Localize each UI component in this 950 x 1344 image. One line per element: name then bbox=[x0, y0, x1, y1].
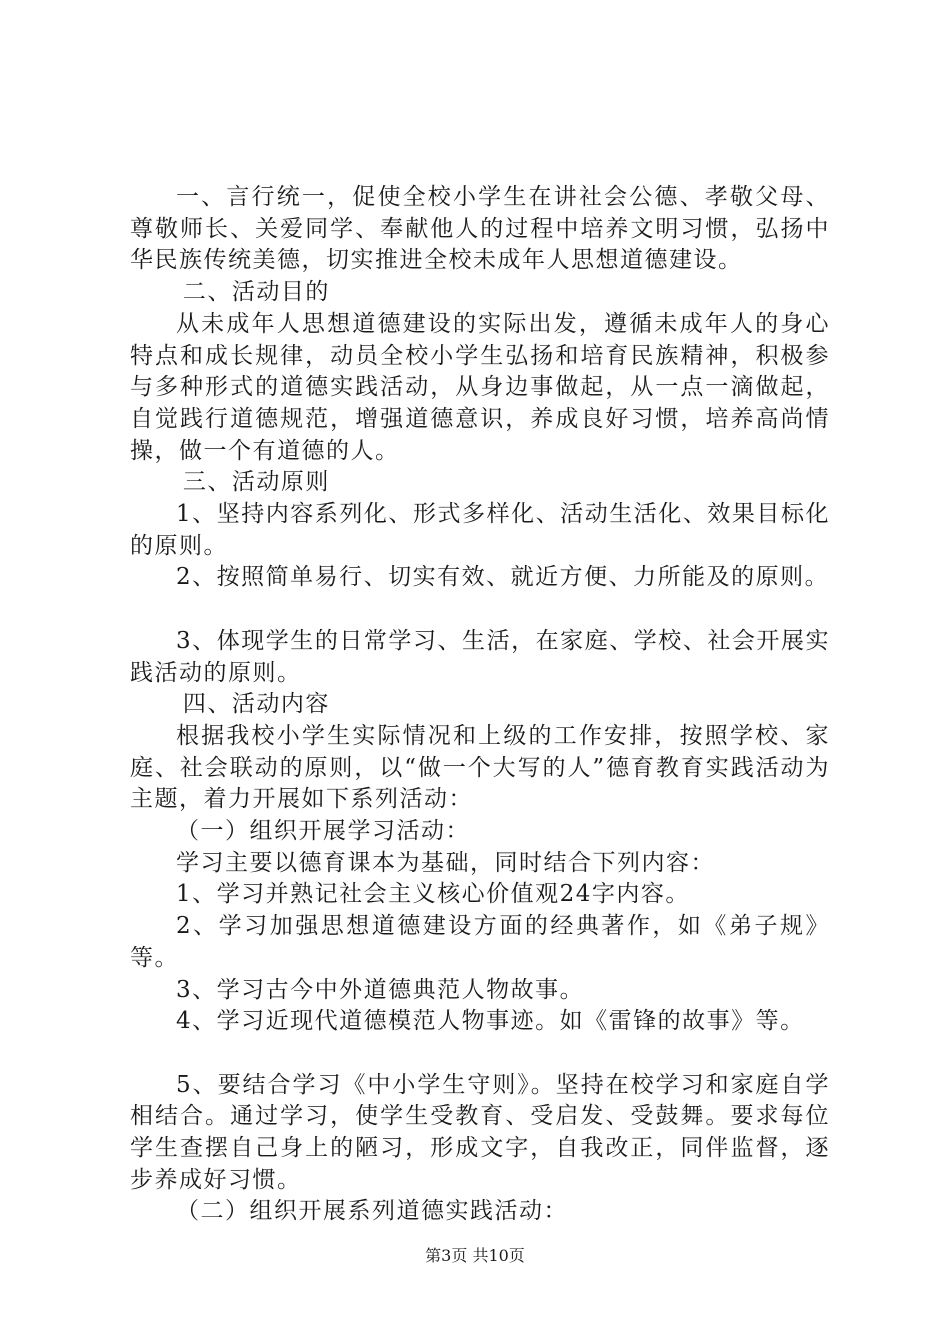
paragraph-learning-item-5: 5、要结合学习《中小学生守则》。坚持在校学习和家庭自学相结合。通过学习，使学生受教育、受启发、受鼓舞。要求每位学生查摆自己身上的陋习，形成文字，自我改正，同伴监督，逐步养成好习惯。 bbox=[130, 1071, 830, 1193]
heading-activity-goal: 二、活动目的 bbox=[182, 279, 330, 306]
paragraph-activity-content: 根据我校小学生实际情况和上级的工作安排，按照学校、家庭、社会联动的原则，以“做一个大写的人”德育教育实践活动为主题，着力开展如下系列活动： bbox=[130, 722, 830, 813]
document-body bbox=[130, 182, 830, 1228]
heading-activity-principles: 三、活动原则 bbox=[182, 469, 330, 496]
paragraph-principle-item-3: 3、体现学生的日常学习、生活，在家庭、学校、社会开展实践活动的原则。 bbox=[130, 627, 830, 686]
paragraph-principle-item-2: 2、按照简单易行、切实有效、就近方便、力所能及的原则。 bbox=[176, 564, 830, 591]
paragraph-activity-goal: 从未成年人思想道德建设的实际出发，遵循未成年人的身心特点和成长规律，动员全校小学生弘扬和培育民族精神，积极参与多种形式的道德实践活动，从身边事做起，从一点一滴做起，自觉践行道德规范，增强道德意识，养成良好习惯，培养高尚情操，做一个有道德的人。 bbox=[130, 310, 830, 464]
paragraph-learning-basis: 学习主要以德育课本为基础，同时结合下列内容： bbox=[176, 849, 715, 876]
paragraph-learning-item-2: 2、学习加强思想道德建设方面的经典著作，如《弟子规》等。 bbox=[130, 913, 830, 971]
page-number-footer: 第3页 共10页 bbox=[425, 1246, 525, 1265]
paragraph-learning-item-4: 4、学习近现代道德模范人物事迹。如《雷锋的故事》等。 bbox=[176, 1008, 805, 1035]
heading-activity-content: 四、活动内容 bbox=[182, 691, 330, 718]
subheading-practice-activities: （二）组织开展系列道德实践活动： bbox=[176, 1198, 568, 1225]
paragraph-principle-item-1: 1、坚持内容系列化、形式多样化、活动生活化、效果目标化的原则。 bbox=[130, 501, 830, 559]
paragraph-learning-item-3: 3、学习古今中外道德典范人物故事。 bbox=[176, 976, 585, 1003]
subheading-learning-activities: （一）组织开展学习活动： bbox=[176, 818, 470, 845]
paragraph-principle-1: 一、言行统一，促使全校小学生在讲社会公德、孝敬父母、尊敬师长、关爱同学、奉献他人的过程中培养文明习惯，弘扬中华民族传统美德，切实推进全校未成年人思想道德建设。 bbox=[130, 184, 830, 274]
paragraph-learning-item-1: 1、学习并熟记社会主义核心价值观24字内容。 bbox=[176, 881, 690, 908]
